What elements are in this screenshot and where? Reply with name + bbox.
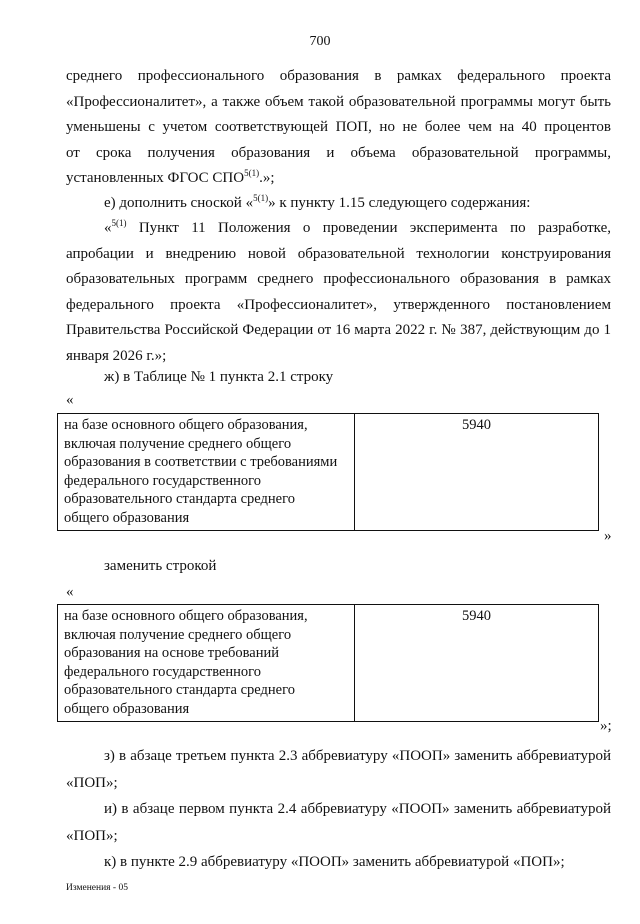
footer-label: Изменения - 05 (66, 883, 128, 893)
item-i-cont: «ПОП»; (66, 828, 118, 844)
footnote-ref: 5(1) (111, 218, 127, 228)
table-cell-label: на базе основного общего образования, включая получение среднего общего образования на основе требований федерального государственного образовательного стандарта среднего общего образования (58, 605, 355, 722)
table-cell-value: 5940 (355, 605, 599, 722)
footnote-line: Правительства Российской Федерации от 16 марта 2022 г. № 387, действующим до 1 (66, 322, 611, 338)
item-k: к) в пункте 2.9 аббревиатуру «ПООП» заменить аббревиатурой «ПОП»; (104, 854, 565, 870)
item-z-cont: «ПОП»; (66, 775, 118, 791)
intro-line: «Профессионалитет», а также объем такой образовательной программы могут быть (66, 93, 611, 110)
footnote-line: апробации и внедрению новой образовательной технологии конструирования (66, 245, 611, 262)
table-new-row (57, 604, 599, 722)
intro-paragraph (66, 64, 611, 192)
page-number: 700 (309, 34, 331, 49)
item-zh: ж) в Таблице № 1 пункта 2.1 строку (104, 369, 334, 385)
quote-open: « (66, 392, 74, 408)
intro-line: среднего профессионального образования в рамках федерального проекта (66, 68, 611, 84)
footnote-first-line: «$^{5(1)}$ Пункт 11 Положения о проведении эксперимента по разработке, (104, 218, 611, 236)
footnote-last-line: января 2026 г.»; (66, 347, 167, 364)
table-cell-value: 5940 (355, 414, 599, 531)
table-old-row (57, 413, 599, 531)
footnote-line: образовательных программ среднего профессионального образования в рамках (66, 271, 611, 287)
replace-with-text: заменить строкой (104, 558, 217, 574)
quote-close: »; (600, 718, 612, 734)
intro-last-line: установленных ФГОС $СПО^{5(1)}$.»; (66, 168, 275, 186)
footnote-ref: 5(1) (244, 168, 260, 178)
intro-line: уменьшены с учетом соответствующей ПОП, но не более чем на 40 процентов (66, 119, 611, 135)
footnote-line: федерального проекта «Профессионалитет», утвержденного постановлением (66, 296, 611, 313)
item-z: з) в абзаце третьем пункта 2.3 аббревиатуру «ПООП» заменить аббревиатурой (104, 748, 611, 764)
table-cell-label: на базе основного общего образования, включая получение среднего общего образования в соответствии с требованиями федерального государственного образовательного стандарта среднего общего образования (58, 414, 355, 531)
item-i: и) в абзаце первом пункта 2.4 аббревиатуру «ПООП» заменить аббревиатурой (104, 801, 611, 817)
intro-line: от срока получения образования и объема образовательной программы, (66, 144, 611, 161)
quote-open: « (66, 584, 74, 600)
footnote-ref: 5(1) (253, 193, 269, 203)
quote-close: » (604, 528, 612, 544)
table-row (58, 605, 599, 722)
item-e: е) дополнить сноской «$^{5(1)}$» к пункту 1.15 следующего содержания: (104, 193, 531, 211)
table-row (58, 414, 599, 531)
footnote-paragraph (66, 216, 611, 369)
